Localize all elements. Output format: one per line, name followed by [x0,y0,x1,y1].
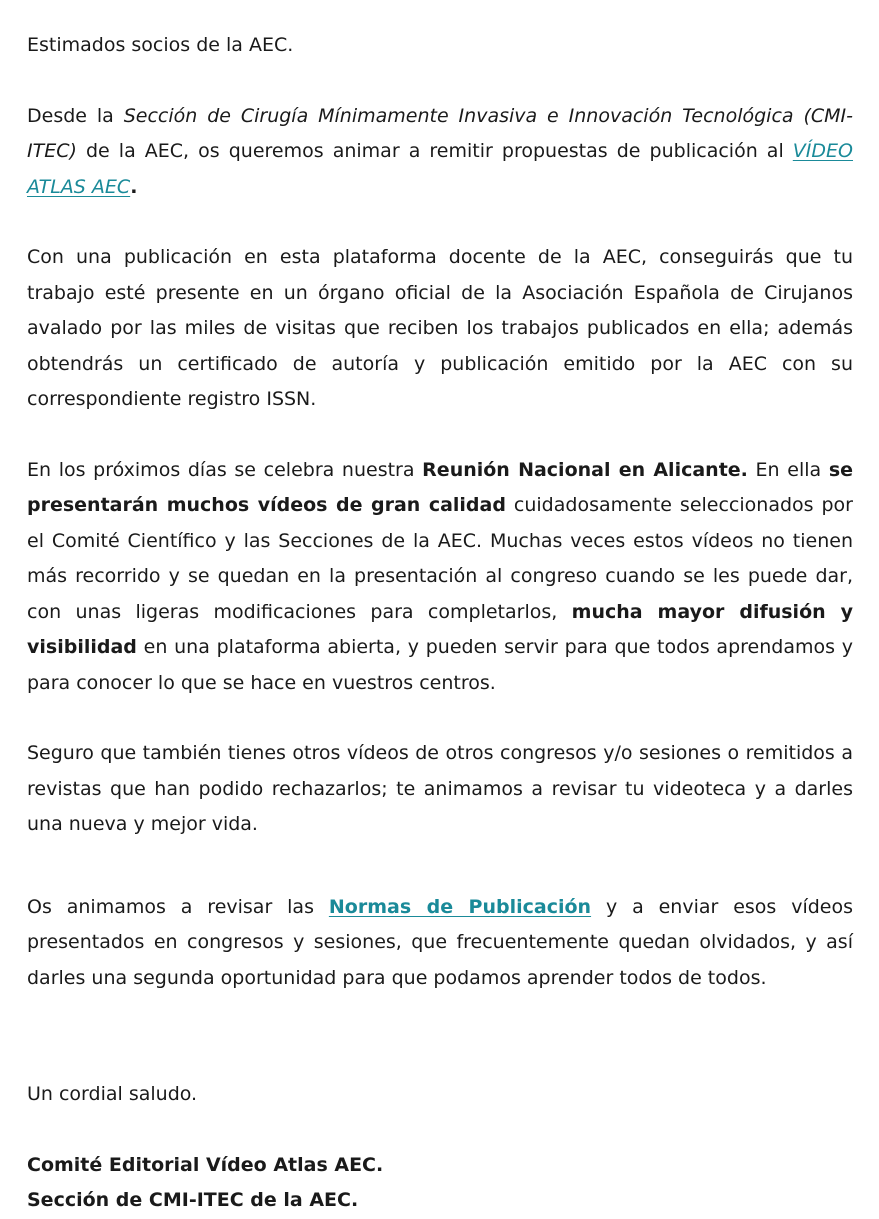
paragraph-other-videos: Seguro que también tienes otros vídeos de otros congresos y/o sesiones o remitidos a revistas que han podido rechazarlos; te animamos a revisar tu videoteca y a darles una nueva y mejor vida. [27,742,853,835]
publication-norms-link[interactable]: Normas de Publicación [328,895,592,918]
meeting-text-4: en una plataforma abierta, y pueden servir para que todos aprendamos y para conocer lo que se hace en vuestros centros. [27,636,853,694]
paragraph-meeting [27,453,853,702]
intro-text-mid: de la AEC, os queremos animar a remitir propuestas de publicación al [76,140,793,162]
video-atlas-link[interactable]: VÍDEO ATLAS AEC [27,140,853,198]
closing: Un cordial saludo. [27,1083,198,1105]
meeting-highlight: se presentarán muchos vídeos de gran calidad [27,458,854,516]
greeting: Estimados socios de la AEC. [27,34,294,56]
meeting-name: Reunión Nacional en Alicante. [422,458,748,481]
section-name: Sección de Cirugía Mínimamente Invasiva e Innovación Tecnológica (CMI-ITEC) [27,104,853,162]
norms-text-post: y a enviar esos vídeos presentados en congresos y sesiones, que frecuentemente quedan olvidados, y así darles una segunda oportunidad para que podamos aprender todos de todos. [27,895,854,989]
meeting-text-3: cuidadosamente seleccionados por el Comité Científico y las Secciones de la AEC. Muchas veces estos vídeos no tienen más recorrido y se quedan en la presentación al congreso cuando se les puede dar, con unas ligeras modificaciones para completarlos, [27,494,853,623]
signature-line-2: Sección de CMI-ITEC de la AEC. [27,1189,359,1211]
norms-text-pre: Os animamos a revisar las [27,895,329,918]
visibility-highlight: mucha mayor difusión y visibilidad [27,600,853,658]
intro-text-end: . [130,175,138,198]
paragraph-intro [27,99,853,206]
intro-text: Desde la [27,104,124,127]
paragraph-benefits: Con una publicación en esta plataforma docente de la AEC, conseguirás que tu trabajo esté presente en un órgano oficial de la Asociación Española de Cirujanos avalado por las miles de visitas que reciben los trabajos publicados en ella; además obtendrás un certificado de autoría y publicación emitido por la AEC con su correspondiente registro ISSN. [27,246,853,410]
meeting-text-2: En ella [747,458,829,481]
signature-line-1: Comité Editorial Vídeo Atlas AEC. [27,1153,384,1176]
paragraph-norms [27,890,853,997]
meeting-text-1: En los próximos días se celebra nuestra [27,458,423,481]
